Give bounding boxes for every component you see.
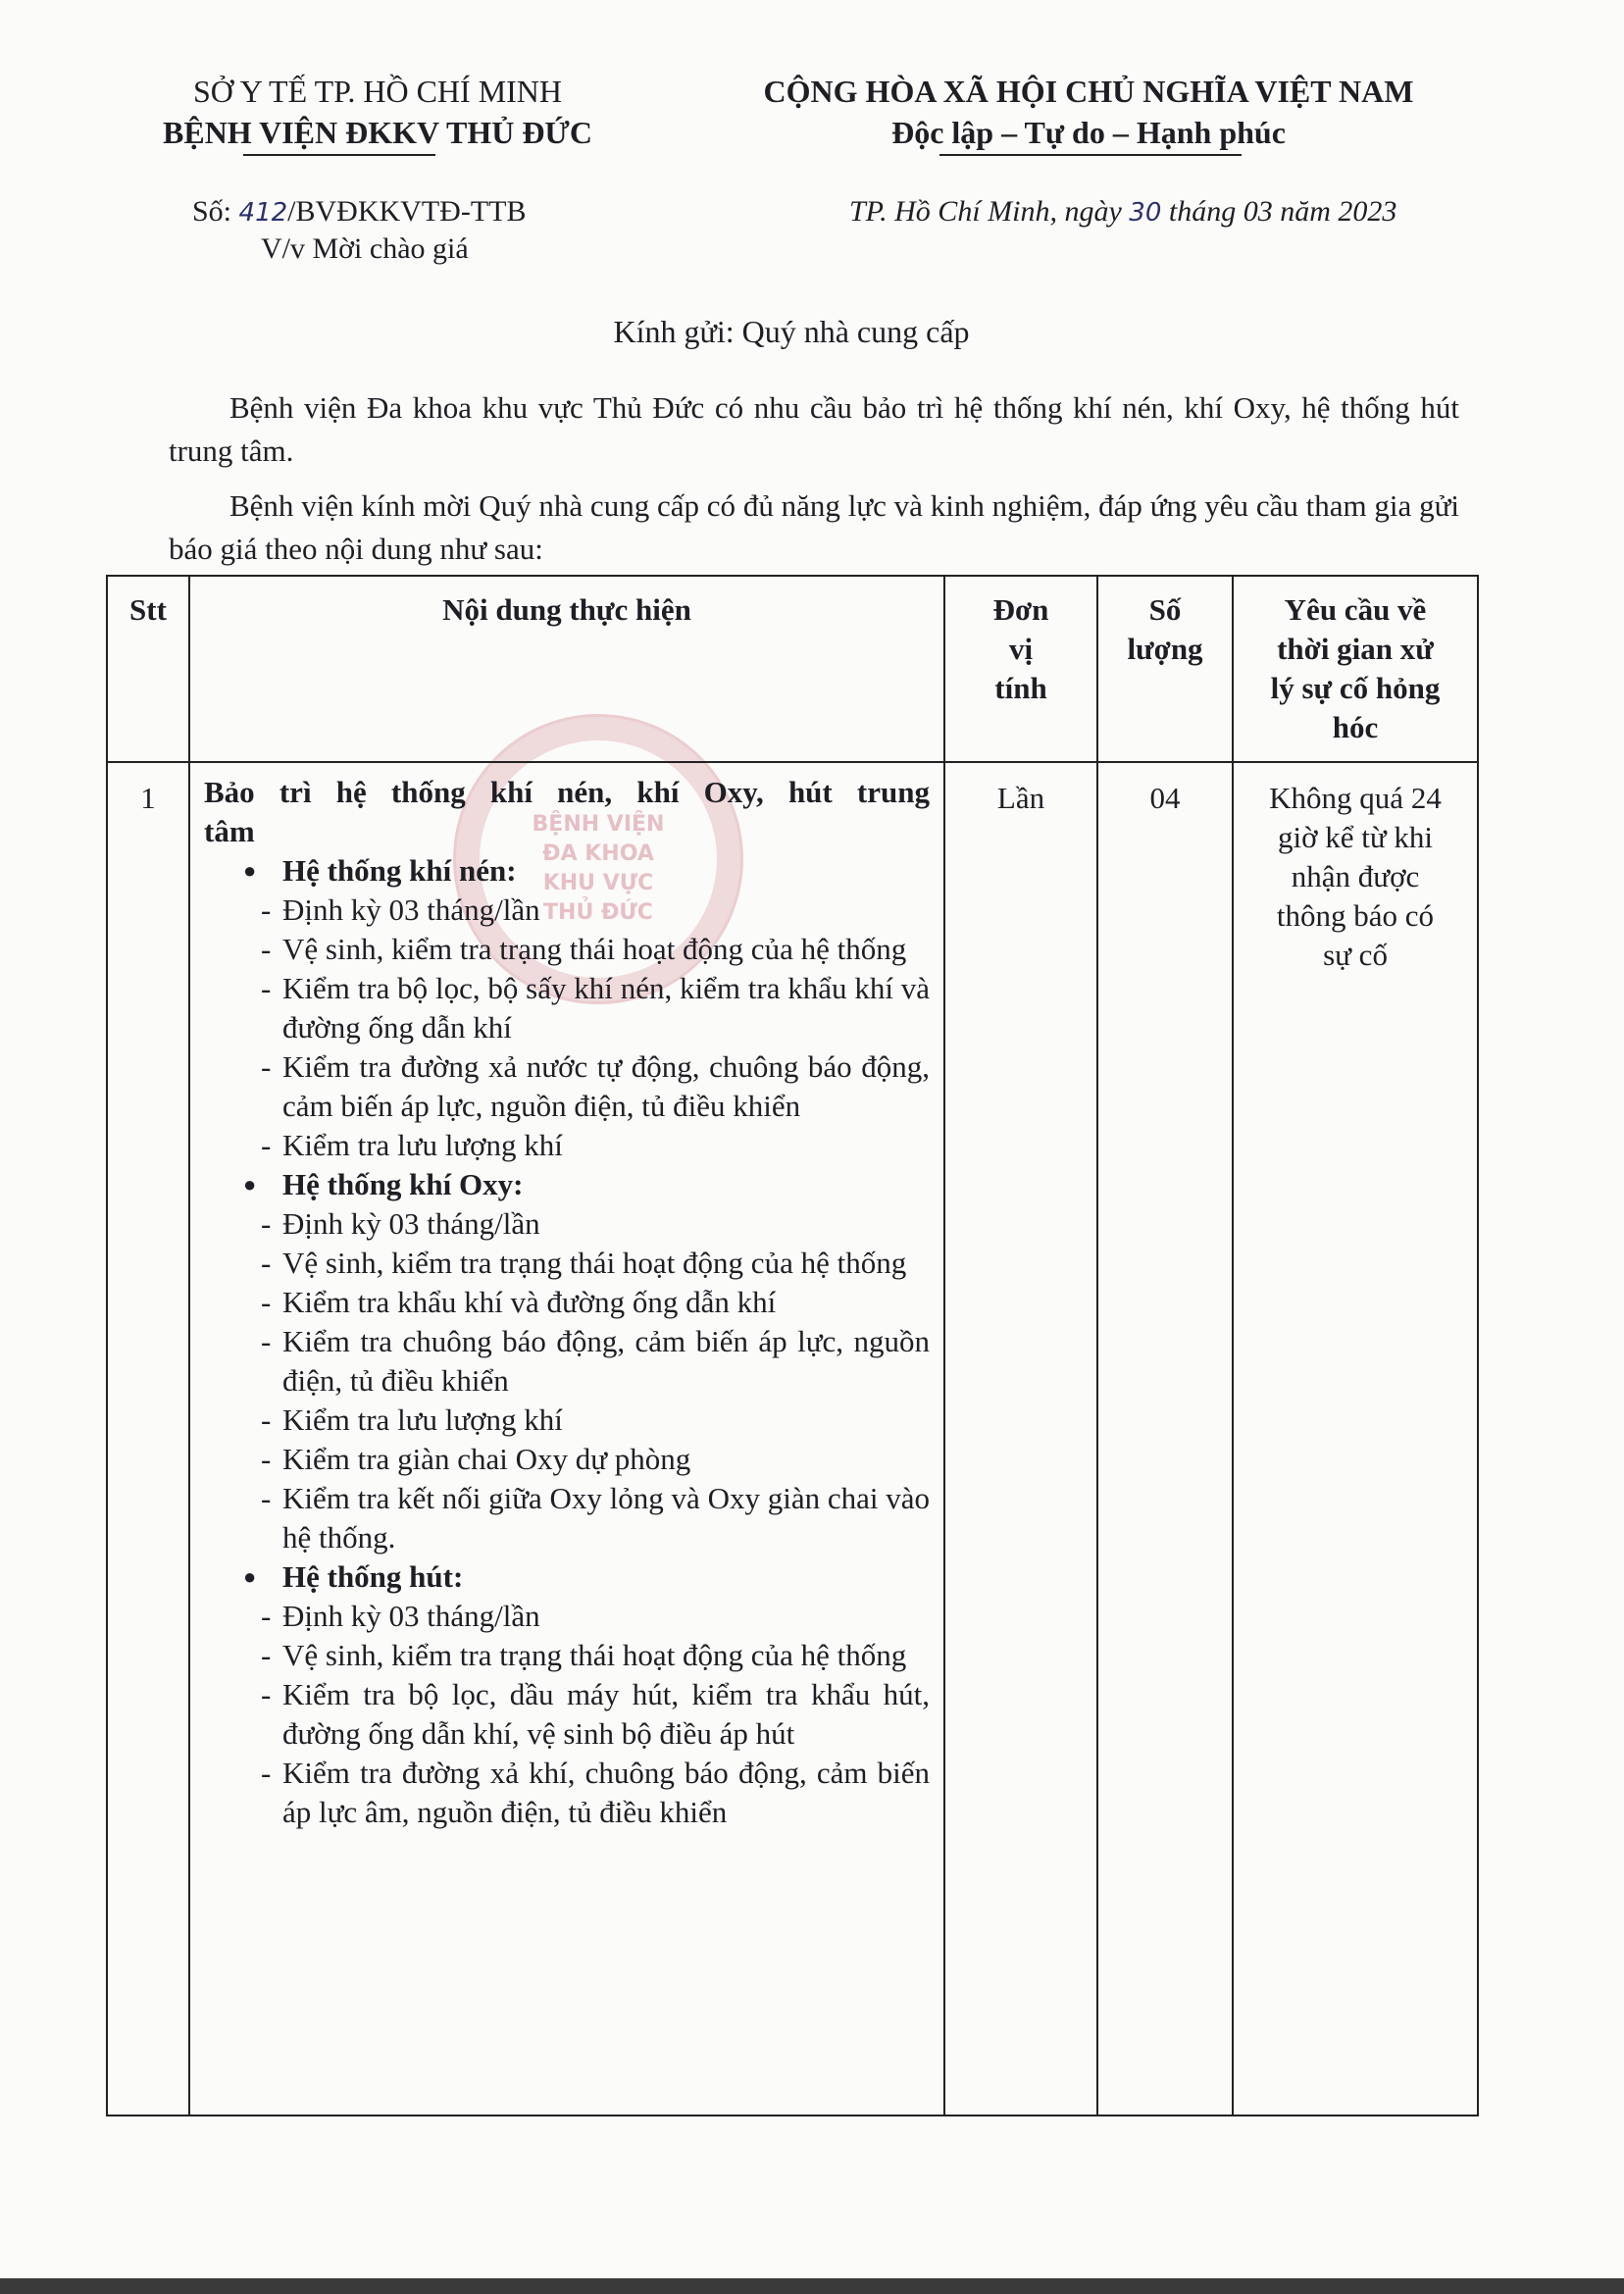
motto-underline — [939, 154, 1242, 156]
row-quantity: 04 — [1097, 762, 1233, 2116]
list-item: - Kiểm tra giàn chai Oxy dự phòng — [204, 1440, 930, 1479]
list-item: - Vệ sinh, kiểm tra trạng thái hoạt động của hệ thống — [204, 1244, 930, 1283]
list-item: - Vệ sinh, kiểm tra trạng thái hoạt động của hệ thống — [204, 1636, 930, 1675]
quotation-table — [106, 575, 1479, 2116]
national-header — [686, 71, 1491, 153]
agency-underline — [243, 154, 435, 156]
header-requirement: Yêu cầu về thời gian xử lý sự cố hỏng hóc — [1233, 576, 1478, 762]
national-title: CỘNG HÒA XÃ HỘI CHỦ NGHĨA VIỆT NAM — [763, 74, 1414, 109]
table-row — [107, 762, 1478, 2116]
row-unit: Lần — [944, 762, 1097, 2116]
list-item: - Định kỳ 03 tháng/lần — [204, 1597, 930, 1636]
list-item: - Định kỳ 03 tháng/lần — [204, 891, 930, 930]
list-item: - Kiểm tra bộ lọc, dầu máy hút, kiểm tra khẩu hút, đường ống dẫn khí, vệ sinh bộ điều áp hút — [204, 1675, 930, 1754]
agency-name: BỆNH VIỆN ĐKKV THỦ ĐỨC — [163, 115, 592, 150]
header-stt: Stt — [107, 576, 189, 762]
task-title-line2: tâm — [204, 814, 255, 848]
list-item: - Kiểm tra lưu lượng khí — [204, 1126, 930, 1165]
list-item: - Kiểm tra bộ lọc, bộ sấy khí nén, kiểm tra khẩu khí và đường ống dẫn khí — [204, 969, 930, 1047]
task-title-line1: Bảo trì hệ thống khí nén, khí Oxy, hút trung — [204, 775, 930, 809]
intro-paragraph-2: Bệnh viện kính mời Quý nhà cung cấp có đủ năng lực và kinh nghiệm, đáp ứng yêu cầu tham gia gửi báo giá theo nội dung như sau: — [169, 488, 1459, 566]
hospital-stamp: BỆNH VIỆN ĐA KHOA KHU VỰC THỦ ĐỨC — [453, 714, 743, 1004]
list-item: - Kiểm tra lưu lượng khí — [204, 1401, 930, 1440]
list-item: - Kiểm tra khẩu khí và đường ống dẫn khí — [204, 1283, 930, 1322]
list-item: - Kiểm tra đường xả nước tự động, chuông báo động, cảm biến áp lực, nguồn điện, tủ điều khiển — [204, 1047, 930, 1126]
document-date: TP. Hồ Chí Minh, ngày 30 tháng 03 năm 2023 — [849, 195, 1397, 228]
handwritten-day: 30 — [1129, 198, 1162, 228]
intro-paragraph-1: Bệnh viện Đa khoa khu vực Thủ Đức có nhu cầu bảo trì hệ thống khí nén, khí Oxy, hệ thống hút trung tâm. — [169, 390, 1459, 468]
row-stt: 1 — [107, 762, 189, 2116]
list-item: - Định kỳ 03 tháng/lần — [204, 1204, 930, 1244]
handwritten-number: 412 — [238, 198, 288, 228]
section-title: ● Hệ thống khí nén: — [204, 851, 930, 891]
section-title: ● Hệ thống hút: — [204, 1557, 930, 1597]
header-content: Nội dung thực hiện — [189, 576, 944, 762]
list-item: - Kiểm tra chuông báo động, cảm biến áp lực, nguồn điện, tủ điều khiển — [204, 1322, 930, 1401]
table-header-row — [107, 576, 1478, 762]
national-motto: Độc lập – Tự do – Hạnh phúc — [891, 115, 1286, 150]
document-number: Số: 412/BVĐKKVTĐ-TTB — [192, 195, 527, 228]
agency-header — [98, 71, 657, 153]
header-quantity: Số lượng — [1097, 576, 1233, 762]
header-unit: Đơn vị tính — [944, 576, 1097, 762]
row-content — [189, 762, 944, 2116]
row-requirement: Không quá 24 giờ kể từ khi nhận được thông báo có sự cố — [1233, 762, 1478, 2116]
list-item: - Kiểm tra đường xả khí, chuông báo động, cảm biến áp lực âm, nguồn điện, tủ điều khiển — [204, 1754, 930, 1832]
document-subject: V/v Mời chào giá — [261, 232, 469, 265]
scan-edge — [0, 2278, 1624, 2294]
agency-parent-name: SỞ Y TẾ TP. HỒ CHÍ MINH — [192, 74, 563, 109]
section-title: ● Hệ thống khí Oxy: — [204, 1165, 930, 1204]
list-item: - Vệ sinh, kiểm tra trạng thái hoạt động của hệ thống — [204, 930, 930, 969]
salutation: Kính gửi: Quý nhà cung cấp — [613, 314, 970, 349]
list-item: - Kiểm tra kết nối giữa Oxy lỏng và Oxy giàn chai vào hệ thống. — [204, 1479, 930, 1557]
